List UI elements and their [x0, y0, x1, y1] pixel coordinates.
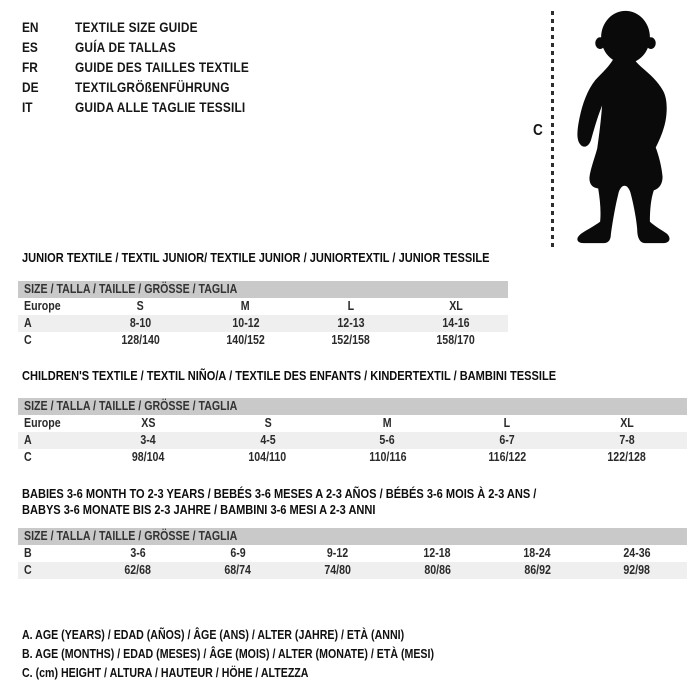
table-cell [88, 432, 208, 449]
table-row [18, 332, 508, 349]
row-label-text: Europe [24, 416, 61, 430]
language-title: TEXTILE SIZE GUIDE [75, 19, 198, 35]
cell-value: 68/74 [224, 563, 252, 577]
legend-note [22, 664, 507, 683]
table-row [18, 449, 687, 466]
table-cell [328, 432, 448, 449]
language-row [22, 57, 280, 77]
cell-value: 3-6 [130, 546, 146, 560]
cell-value: L [504, 416, 511, 430]
table-header-bar [18, 528, 687, 545]
table-cell [208, 432, 328, 449]
legend-note [22, 645, 507, 664]
cell-value: 62/68 [124, 563, 152, 577]
table-header-label: SIZE / TALLA / TAILLE / GRÖSSE / TAGLIA [24, 282, 238, 296]
table-row [18, 415, 687, 432]
height-measure-label: C [533, 122, 543, 139]
cell-value: XL [620, 416, 634, 430]
junior-section-title: JUNIOR TEXTILE / TEXTIL JUNIOR/ TEXTILE JUNIOR / JUNIORTEXTIL / JUNIOR TESSILE [22, 250, 490, 265]
table-cell [88, 332, 193, 349]
table-cell [587, 562, 687, 579]
cell-value: 9-12 [326, 546, 349, 560]
table-cell [88, 545, 188, 562]
language-row [22, 17, 280, 37]
cell-value: 122/128 [607, 450, 647, 464]
language-title: TEXTILGRÖßENFÜHRUNG [75, 79, 230, 95]
language-title: GUÍA DE TALLAS [75, 39, 176, 55]
babies-section-title [22, 486, 627, 518]
cell-value: 12-13 [336, 316, 365, 330]
table-cell [567, 449, 687, 466]
cell-value: 18-24 [523, 546, 551, 560]
height-measure-dashed-line [551, 11, 554, 247]
row-label-text: C [24, 450, 32, 464]
legend-note-text: C. (cm) HEIGHT / ALTURA / HAUTEUR / HÖHE / ALTEZZA [22, 666, 309, 680]
table-cell [188, 562, 288, 579]
row-label [18, 449, 88, 466]
cell-value: M [383, 416, 392, 430]
table-cell [193, 315, 298, 332]
table-cell [328, 449, 448, 466]
table-cell [288, 545, 388, 562]
cell-value: 98/104 [131, 450, 165, 464]
row-label-text: Europe [24, 299, 61, 313]
row-label [18, 315, 88, 332]
cell-value: 5-6 [379, 433, 396, 447]
cell-value: 92/98 [623, 563, 651, 577]
cell-value: 152/158 [331, 333, 370, 347]
row-label-text: C [24, 563, 32, 577]
table-cell [403, 315, 508, 332]
cell-value: 12-18 [423, 546, 451, 560]
table-row [18, 562, 687, 579]
table-header-bar [18, 281, 508, 298]
language-row [22, 97, 280, 117]
table-cell [193, 298, 298, 315]
cell-value: 74/80 [324, 563, 351, 577]
children-section-title: CHILDREN'S TEXTILE / TEXTIL NIÑO/A / TEXTILE DES ENFANTS / KINDERTEXTIL / BAMBINI TESSILE [22, 368, 557, 383]
cell-value: 8-10 [129, 316, 152, 330]
table-row [18, 315, 508, 332]
cell-value: XS [140, 416, 155, 430]
table-cell [88, 562, 188, 579]
table-cell [387, 562, 487, 579]
table-header-label: SIZE / TALLA / TAILLE / GRÖSSE / TAGLIA [24, 399, 238, 413]
row-label [18, 545, 88, 562]
row-label-text: A [24, 316, 32, 330]
language-list [22, 17, 280, 117]
junior-size-table [18, 281, 508, 349]
table-cell [288, 562, 388, 579]
cell-value: S [136, 299, 145, 313]
table-cell [403, 298, 508, 315]
table-row [18, 432, 687, 449]
table-cell [328, 415, 448, 432]
table-row [18, 545, 687, 562]
language-title: GUIDA ALLE TAGLIE TESSILI [75, 99, 246, 115]
cell-value: M [241, 299, 250, 313]
table-cell [487, 545, 587, 562]
language-code: IT [22, 99, 33, 115]
legend-notes [22, 626, 507, 683]
legend-note [22, 626, 507, 645]
table-cell [298, 315, 403, 332]
table-row [18, 298, 508, 315]
legend-note-text: A. AGE (YEARS) / EDAD (AÑOS) / ÂGE (ANS) / ALTER (JAHRE) / ETÀ (ANNI) [22, 628, 405, 642]
row-label-text: B [24, 546, 32, 560]
language-code: EN [22, 19, 39, 35]
cell-value: XL [448, 299, 463, 313]
cell-value: 4-5 [260, 433, 276, 447]
row-label-text: A [24, 433, 32, 447]
language-title: GUIDE DES TAILLES TEXTILE [75, 59, 249, 75]
table-cell [188, 545, 288, 562]
table-cell [298, 332, 403, 349]
cell-value: 10-12 [231, 316, 260, 330]
babies-section-title-line2: BABYS 3-6 MONATE BIS 2-3 JAHRE / BAMBINI 3-6 MESI A 2-3 ANNI [22, 502, 376, 517]
children-size-table [18, 398, 687, 466]
language-code: ES [22, 39, 38, 55]
table-header-label: SIZE / TALLA / TAILLE / GRÖSSE / TAGLIA [24, 529, 238, 543]
table-cell [567, 415, 687, 432]
cell-value: L [347, 299, 354, 313]
cell-value: 80/86 [424, 563, 451, 577]
row-label-text: C [24, 333, 32, 347]
cell-value: 110/116 [368, 450, 407, 464]
row-label [18, 415, 88, 432]
row-label [18, 332, 88, 349]
table-header-bar [18, 398, 687, 415]
cell-value: 128/140 [121, 333, 160, 347]
table-cell [447, 415, 567, 432]
toddler-silhouette-icon [557, 8, 694, 246]
table-cell [447, 432, 567, 449]
table-cell [88, 449, 208, 466]
table-cell [403, 332, 508, 349]
table-cell [298, 298, 403, 315]
cell-value: 116/122 [488, 450, 527, 464]
table-cell [208, 449, 328, 466]
babies-size-table [18, 528, 687, 579]
cell-value: S [264, 416, 272, 430]
table-cell [447, 449, 567, 466]
table-cell [88, 415, 208, 432]
table-cell [88, 298, 193, 315]
language-row [22, 37, 280, 57]
table-cell [387, 545, 487, 562]
cell-value: 6-7 [499, 433, 515, 447]
cell-value: 104/110 [248, 450, 287, 464]
language-code: FR [22, 59, 38, 75]
language-code: DE [22, 79, 39, 95]
cell-value: 6-9 [230, 546, 246, 560]
table-cell [88, 315, 193, 332]
cell-value: 158/170 [436, 333, 475, 347]
cell-value: 7-8 [619, 433, 635, 447]
cell-value: 24-36 [623, 546, 651, 560]
language-row [22, 77, 280, 97]
table-cell [193, 332, 298, 349]
babies-section-title-line1: BABIES 3-6 MONTH TO 2-3 YEARS / BEBÉS 3-6 MESES A 2-3 AÑOS / BÉBÉS 3-6 MOIS À 2-3 ANS / [22, 486, 537, 501]
row-label [18, 298, 88, 315]
row-label [18, 432, 88, 449]
table-cell [487, 562, 587, 579]
cell-value: 14-16 [441, 316, 470, 330]
row-label [18, 562, 88, 579]
table-cell [587, 545, 687, 562]
cell-value: 140/152 [226, 333, 265, 347]
cell-value: 3-4 [140, 433, 156, 447]
table-cell [208, 415, 328, 432]
table-cell [567, 432, 687, 449]
legend-note-text: B. AGE (MONTHS) / EDAD (MESES) / ÂGE (MOIS) / ALTER (MONATE) / ETÀ (MESI) [22, 647, 435, 661]
cell-value: 86/92 [523, 563, 551, 577]
